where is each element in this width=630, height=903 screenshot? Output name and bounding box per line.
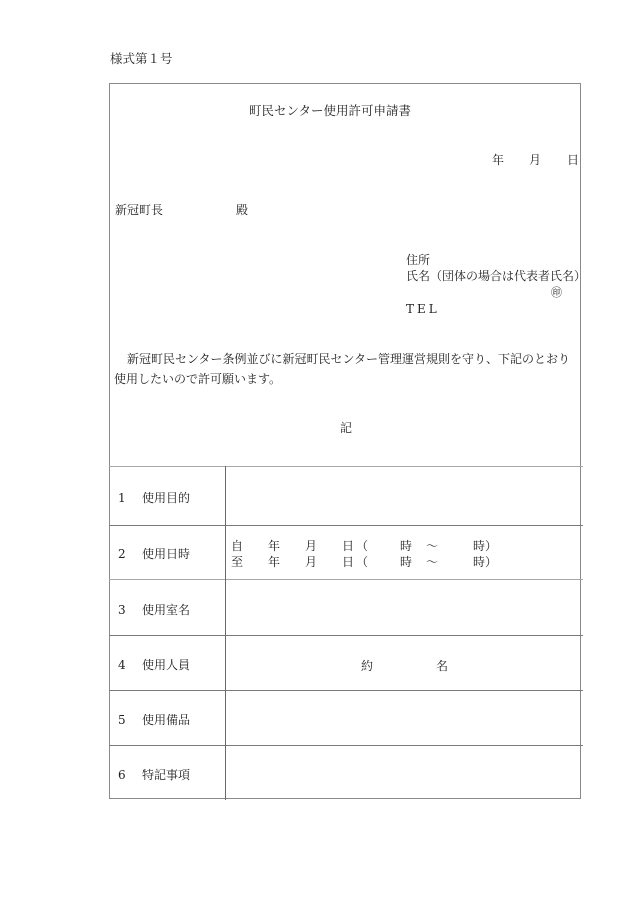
notes-field[interactable] [227,747,581,799]
form-number: 様式第１号 [110,51,173,66]
row-number: 2 [118,547,126,561]
room-name-field[interactable] [227,581,581,634]
people-unit-label: 名 [436,659,449,673]
row-divider [109,579,583,580]
datetime-from-tilde: ～ [426,539,439,553]
datetime-from-day[interactable]: 日 [342,539,355,553]
row-title: 使用目的 [142,491,191,505]
row-number: 4 [118,658,126,672]
datetime-to-hour-start[interactable]: 時 [400,555,413,569]
ki-heading: 記 [340,421,353,435]
datetime-from-month[interactable]: 月 [305,539,318,553]
body-text-line-1: 新冠町民センター条例並びに新冠町民センター管理運営規則を守り、下記のとおり [127,352,571,366]
row-number: 1 [118,491,126,505]
row-divider [109,525,583,526]
row-number: 5 [118,713,126,727]
row-title: 使用備品 [142,713,191,727]
addressee-name: 新冠町長 [115,203,164,217]
datetime-to-tilde: ～ [426,555,439,569]
datetime-to-year[interactable]: 年 [268,555,281,569]
row-divider [109,690,583,691]
datetime-from-hour-end[interactable]: 時） [473,539,498,553]
datetime-from-hour-start[interactable]: 時 [400,539,413,553]
row-label-room [118,601,190,618]
row-title: 特記事項 [142,768,191,782]
people-approx-label: 約 [361,659,374,673]
row-label-purpose [118,489,190,506]
row-title: 使用室名 [142,603,191,617]
date-day-field[interactable]: 日 [567,153,580,167]
row-label-people [118,656,190,673]
column-divider [225,466,226,800]
row-number: 3 [118,603,126,617]
row-title: 使用日時 [142,547,191,561]
people-count-field[interactable] [380,640,432,686]
applicant-name-field[interactable]: 氏名（団体の場合は代表者氏名） [406,269,587,283]
datetime-from-paren: （ [356,539,369,553]
datetime-to-paren: （ [356,555,369,569]
row-title: 使用人員 [142,658,191,672]
applicant-address-field[interactable]: 住所 [406,253,431,267]
addressee-honorific: 殿 [236,203,249,217]
date-year-field[interactable]: 年 [492,153,505,167]
purpose-field[interactable] [227,467,581,524]
row-number: 6 [118,768,126,782]
applicant-tel-field[interactable]: TEL [406,302,440,316]
datetime-to-month[interactable]: 月 [305,555,318,569]
datetime-to-prefix: 至 [231,555,244,569]
date-month-field[interactable]: 月 [529,153,542,167]
equipment-field[interactable] [227,692,581,744]
datetime-from-prefix: 自 [231,539,244,553]
datetime-to-day[interactable]: 日 [342,555,355,569]
document-title: 町民センター使用許可申請書 [248,103,411,118]
row-divider [109,635,583,636]
datetime-to-hour-end[interactable]: 時） [473,555,498,569]
row-label-datetime [118,545,190,562]
body-text-line-2: 使用したいので許可願います。 [114,372,282,386]
seal-icon: ㊞ [551,286,562,299]
row-label-notes [118,766,190,783]
row-divider [109,745,583,746]
row-label-equipment [118,711,190,728]
datetime-from-year[interactable]: 年 [268,539,281,553]
